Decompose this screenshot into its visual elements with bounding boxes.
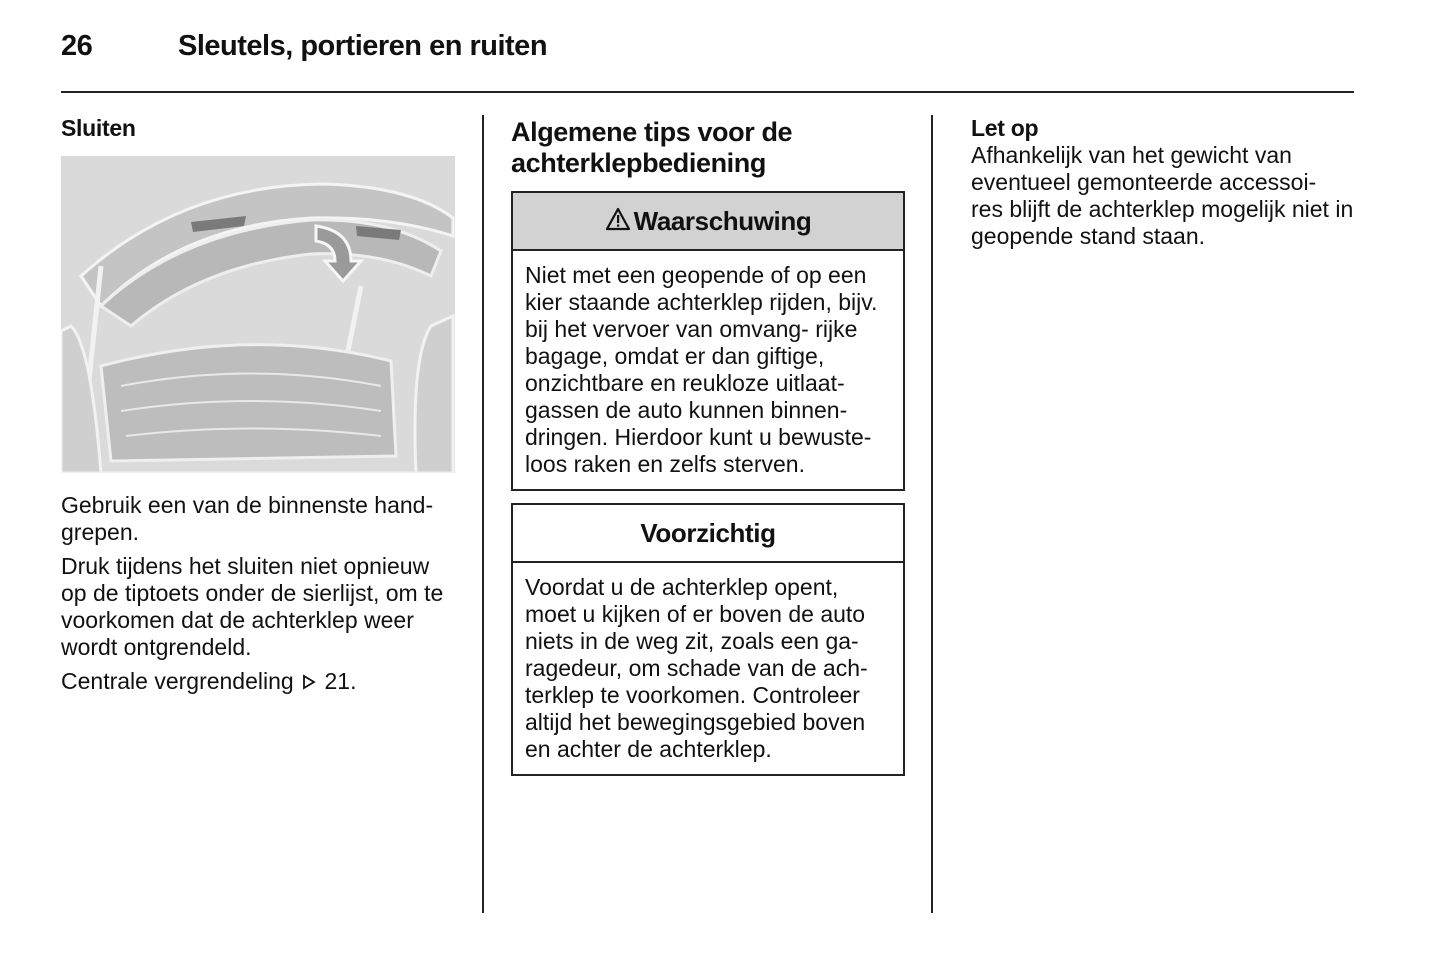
- caution-box: [511, 503, 905, 776]
- warning-body: Niet met een geopende of op een kier staande achterklep rijden, bijv. bij het vervoer van omvang- rijke bagage, omdat er dan giftige, onzichtbare en reukloze uitlaat- gassen de auto kunnen binnen- dringen. Hierdoor kunt u bewuste- loos raken en zelfs sterven.: [525, 262, 878, 477]
- paragraph-reference: [61, 668, 461, 696]
- reference-page-link[interactable]: 21.: [324, 668, 357, 694]
- column-middle: [511, 115, 905, 776]
- warning-header: [513, 193, 903, 251]
- column-divider-1: [482, 115, 484, 913]
- note-body: Afhankelijk van het gewicht van eventueel gemonteerde accessoi- res blijft de achterklep mogelijk niet in geopende stand staan.: [971, 142, 1354, 249]
- car-tailgate-closing-illustration: [61, 156, 455, 473]
- warning-box: [511, 191, 905, 491]
- chapter-title: Sleutels, portieren en ruiten: [178, 30, 548, 62]
- section-heading-sluiten: Sluiten: [61, 115, 136, 141]
- note-heading: Let op: [971, 115, 1039, 141]
- caution-body: Voordat u de achterklep opent, moet u kijken of er boven de auto niets in de weg zit, zoals een ga- ragedeur, om schade van de ach- terklep te voorkomen. Controleer altijd het bewegingsgebied boven en achter de achterklep.: [525, 574, 868, 762]
- paragraph-handgrepen: Gebruik een van de binnenste hand- grepen.: [61, 492, 434, 545]
- reference-text: Centrale vergrendeling: [61, 668, 294, 694]
- caution-header: [513, 505, 903, 563]
- column-divider-2: [931, 115, 933, 913]
- paragraph-tiptoets: Druk tijdens het sluiten niet opnieuw op de tiptoets onder de sierlijst, om te voorkomen dat de achterklep weer wordt ontgrendeld.: [61, 553, 444, 660]
- page-reference-arrow-icon: [302, 669, 316, 696]
- warning-triangle-icon: [605, 207, 631, 236]
- tailgate-figure: [61, 156, 455, 473]
- warning-title: Waarschuwing: [633, 205, 812, 236]
- column-left: [61, 115, 461, 703]
- header-rule: [61, 91, 1354, 93]
- section-heading-tips: Algemene tips voor de achterklepbediening: [511, 117, 793, 178]
- page-number: 26: [61, 30, 93, 62]
- caution-title: Voorzichtig: [640, 517, 776, 548]
- column-right: [971, 115, 1354, 250]
